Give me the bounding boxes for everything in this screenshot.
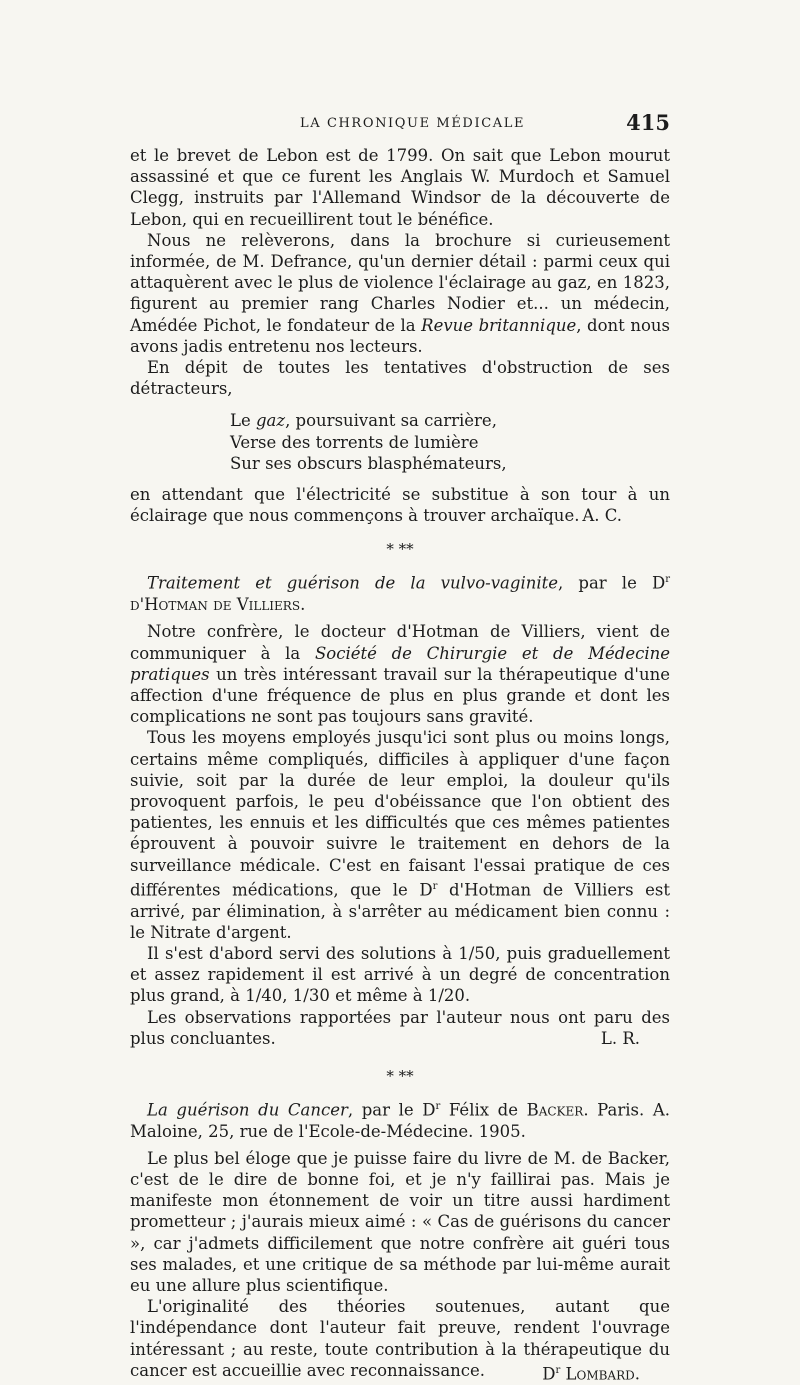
verse-line-2: Verse des torrents de lumière: [230, 432, 479, 452]
signature-ac: A. C.: [582, 506, 622, 526]
asterism-separator-1: [130, 542, 670, 557]
text-run: Le: [230, 411, 256, 431]
paragraph-eloge: Le plus bel éloge que je puisse faire du livre de M. de Backer, c'est de le dire de bonne foi, et je n'y faillirai pas. Mais je manifeste mon étonnement de voir un titre aussi hardiment prometteur ; j'aurais mieux aimé : « Cas de guérisons du cancer », car j'admets difficilement que notre confrère ait guéri tous ses malades, et une critique de sa méthode par lui-même aurait eu une allure plus scientifique.: [130, 1148, 670, 1296]
article-title: La guérison du Cancer: [147, 1100, 348, 1120]
text-run: Félix de: [440, 1100, 527, 1120]
text-run: un très intéressant travail sur la thérapeutique d'une affection d'une fréquence de plus en plus grande et dont les complications ne sont pas toujours sans gravité.: [130, 664, 670, 727]
asterism-top: *: [386, 1066, 394, 1085]
author-name: Lombard: [560, 1364, 635, 1384]
text-run: D: [542, 1364, 556, 1384]
signature-lr: L. R.: [600, 1028, 640, 1048]
text-run: , poursuivant sa carrière,: [285, 411, 497, 431]
article-title: Traitement et guérison de la vulvo-vaginite: [147, 573, 559, 593]
paragraph-depit: En dépit de toutes les tentatives d'obstruction de ses détracteurs,: [130, 358, 670, 399]
running-title: LA CHRONIQUE MÉDICALE: [300, 116, 526, 131]
italic-word: gaz: [255, 411, 286, 431]
text-run: Les observations rapportées par l'auteur nous ont paru des plus concluantes.: [130, 1007, 670, 1048]
text-run: Tous les moyens employés jusqu'ici sont plus ou moins longs, certains même compliqués, difficiles à appliquer d'une façon suivie, soit par la durée de leur emploi, la douleur qu'ils provoquent parfois, le peu d'obéissance que l'on obtient des patientes, les ennuis et les difficultés que ces mêmes patientes éprouvent à pouvoir suivre le traitement en dehors de la surveillance médicale. C'est en faisant l'essai pratique de ces différentes médications, que le D: [130, 728, 670, 900]
superscript: r: [555, 1364, 561, 1376]
page-header: [130, 110, 670, 140]
paragraph-moyens: [130, 727, 670, 943]
text-run: , par le D: [558, 573, 666, 593]
text-run: d'Hotman de Villiers est arrivé, par élimination, à s'arrêter au médicament bien connu : le Nitrate d'argent.: [130, 880, 670, 942]
text-run: , par le D: [347, 1100, 436, 1120]
author-name: d'Hotman de Villiers: [130, 595, 301, 615]
verse-line-3: Sur ses obscurs blasphémateurs,: [230, 453, 507, 473]
article-title-vulvo: [130, 569, 670, 615]
paragraph-confrere: [130, 621, 670, 727]
superscript: r: [432, 880, 438, 892]
text-run: en attendant que l'électricité se substitue à son tour à un éclairage que nous commençons à trouver archaïque.: [130, 485, 670, 526]
paragraph-defrance: [130, 230, 670, 357]
text-run: Nous ne relèverons, dans la brochure si curieusement informée, de M. Defrance, qu'un dernier détail : parmi ceux qui attaquèrent avec le plus de violence l'éclairage au gaz, en 1823, figurent au premier rang Charles Nodier et... un médecin, Amédée Pichot, le fondateur de la: [130, 230, 670, 335]
society-name: Société de Chirurgie et de Médecine pratiques: [130, 643, 670, 684]
paragraph-solutions: Il s'est d'abord servi des solutions à 1/50, puis graduellement et assez rapidement il est arrivé à un degré de concentration plus grand, à 1/40, 1/30 et même à 1/20.: [130, 943, 670, 1006]
asterism-top: *: [386, 540, 394, 559]
author-name: Backer: [526, 1100, 584, 1120]
text-run: L'originalité des théories soutenues, autant que l'indépendance dont l'auteur fait preuve, rendent l'ouvrage intéressant ; au reste, toute contribution à la thérapeutique du cancer est accueillie avec reconnaissance.: [130, 1297, 670, 1380]
verse-line-1: [230, 410, 670, 431]
verse-quote: [230, 410, 670, 474]
text-run: Notre confrère, le docteur d'Hotman de Villiers, vient de communiquer à la: [130, 622, 670, 663]
page-body: [130, 145, 670, 1385]
paragraph-lebon: et le brevet de Lebon est de 1799. On sait que Lebon mourut assassiné et que ce furent les Anglais W. Murdoch et Samuel Clegg, instruits par l'Allemand Windsor de la découverte de Lebon, qui en recueillirent tout le bénéfice.: [130, 146, 670, 229]
text-run: , dont nous avons jadis entretenu nos lecteurs.: [130, 315, 671, 356]
text-run: .: [634, 1364, 640, 1384]
superscript: r: [435, 1100, 441, 1112]
text-run: . Paris. A. Maloine, 25, rue de l'Ecole-de-Médecine. 1905.: [130, 1100, 670, 1141]
asterism-bottom: **: [398, 1066, 414, 1085]
asterism-separator-2: [130, 1066, 670, 1085]
paragraph-electricite: [130, 484, 670, 526]
journal-title: Revue britannique: [421, 315, 577, 335]
signature-lombard: [525, 1360, 640, 1385]
asterism-bottom: **: [398, 540, 414, 559]
page-number: 415: [626, 110, 670, 135]
paragraph-observations: [130, 1007, 670, 1049]
superscript: r: [665, 574, 670, 586]
paragraph-originalite: [130, 1296, 670, 1384]
article-title-cancer: [130, 1096, 670, 1142]
text-run: .: [300, 595, 306, 615]
